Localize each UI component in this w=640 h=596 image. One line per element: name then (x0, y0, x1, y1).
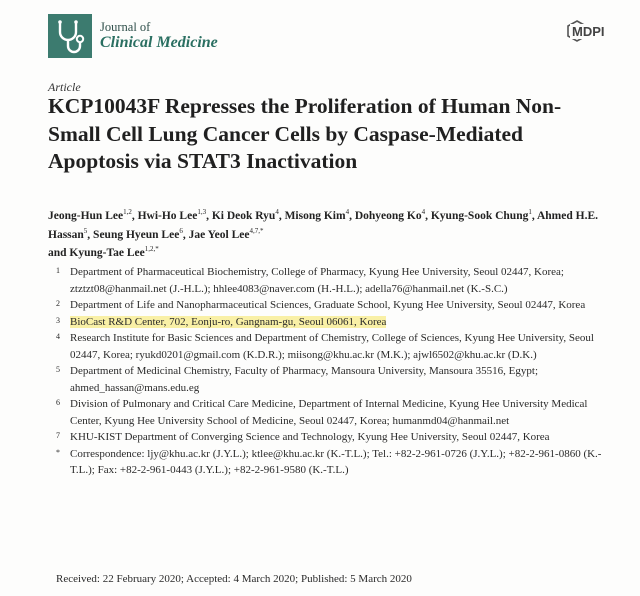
author-separator: , (425, 209, 428, 222)
affiliation-item (56, 396, 616, 429)
publisher-logo (566, 20, 607, 42)
affiliation-item (56, 297, 616, 314)
author-separator: , (206, 209, 209, 222)
author-name: Jeong-Hun Lee (48, 209, 124, 222)
affiliation-item (56, 264, 616, 297)
author-separator: , (349, 209, 352, 222)
affiliation-text: Department of Medicinal Chemistry, Faculty of Pharmacy, Mansoura University, Mansoura 35516, Egypt; ahmed_hassan@mans.edu.eg (70, 365, 539, 394)
affiliation-list (56, 264, 616, 479)
affiliation-number: 2 (56, 299, 60, 308)
affiliation-text: KHU-KIST Department of Converging Science and Technology, Kyung Hee University, Seoul 02447, Korea (70, 431, 550, 443)
publication-dates: Received: 22 February 2020; Accepted: 4 March 2020; Published: 5 March 2020 (56, 573, 412, 585)
stethoscope-icon (48, 14, 92, 58)
journal-name (100, 20, 218, 53)
author-affiliation-marker: 1,3 (197, 208, 207, 216)
affiliation-text: BioCast R&D Center, 702, Eonju-ro, Gangnam-gu, Seoul 06061, Korea (70, 315, 387, 328)
affiliation-item (56, 446, 616, 479)
author-affiliation-marker: 5 (83, 226, 88, 235)
author-name: Hwi-Ho Lee (137, 209, 198, 222)
author-name: Ahmed H.E. Hassan (48, 209, 598, 241)
author-name: Ki Deok Ryu (211, 209, 276, 222)
affiliation-item (56, 363, 616, 396)
author-affiliation-marker: 1,2,* (144, 245, 159, 254)
article-title: KCP10043F Represses the Proliferation of Human Non-Small Cell Lung Cancer Cells by Caspase-Mediated Apoptosis via STAT3 Inactivation (48, 94, 562, 174)
author-name: Kyung-Sook Chung (430, 209, 529, 222)
author-name: Seung Hyeun Lee (93, 228, 180, 241)
journal-name-big: Clinical Medicine (100, 34, 218, 52)
author-separator: , (531, 209, 535, 222)
affiliation-number: * (56, 447, 60, 457)
author-affiliation-marker: 1,2 (123, 208, 132, 216)
affiliation-text: Department of Life and Nanopharmaceutical Sciences, Graduate School, Kyung Hee University, Seoul 02447, Korea (70, 299, 586, 311)
author-name: Misong Kim (284, 209, 346, 222)
affiliation-item (56, 314, 616, 331)
affiliation-text: Division of Pulmonary and Critical Care Medicine, Department of Internal Medicine, Kyung Hee University Medical Center, Kyung Hee University School of Medicine, Seoul 02447, Korea; humanmd04@hanmail.net (70, 398, 588, 427)
author-affiliation-marker: 4 (421, 208, 426, 216)
affiliation-number: 7 (56, 431, 60, 440)
affiliation-number: 1 (56, 266, 60, 275)
author-affiliation-marker: 4 (345, 208, 350, 216)
author-name: and Kyung-Tae Lee (48, 247, 145, 260)
author-separator: , (87, 228, 91, 241)
author-separator: , (278, 209, 282, 222)
affiliation-number: 6 (56, 398, 60, 407)
author-affiliation-marker: 4,7,* (249, 226, 264, 235)
publisher-name: MDPI (572, 23, 605, 39)
author-separator: , (182, 228, 186, 241)
affiliation-number: 3 (56, 315, 60, 325)
author-list (48, 207, 608, 263)
affiliation-number: 5 (56, 365, 60, 374)
affiliation-item (56, 429, 616, 446)
affiliation-number: 4 (56, 332, 60, 341)
article-type: Article (48, 80, 81, 94)
affiliation-text: Correspondence: ljy@khu.ac.kr (J.Y.L.); ktlee@khu.ac.kr (K.-T.L.); Tel.: +82-2-961-0726 (J.Y.L.); +82-2-961-0860 (K.-T.L.); Fax: +82-2-961-0443 (J.Y.L.); +82-2-961-9580 (K.-T.L.) (70, 447, 602, 476)
author-name: Jae Yeol Lee (188, 228, 250, 241)
author-affiliation-marker: 4 (275, 208, 279, 216)
affiliation-text: Research Institute for Basic Sciences and Department of Chemistry, College of Sciences, Kyung Hee University, Seoul 02447, Korea; ryukd0201@gmail.com (K.D.R.); miisong@khu.ac.kr (M.K.); ajwl6502@khu.ac.kr (D.K.) (70, 332, 594, 361)
author-affiliation-marker: 6 (179, 226, 183, 235)
affiliation-item (56, 330, 616, 363)
author-affiliation-marker: 1 (528, 208, 532, 216)
author-name: Dohyeong Ko (354, 209, 422, 222)
author-separator: , (131, 209, 135, 222)
affiliation-text: Department of Pharmaceutical Biochemistry, College of Pharmacy, Kyung Hee University, Seoul 02447, Korea; ztztzt08@hanmail.net (J.-H.L.); hhlee4083@naver.com (H.-H.L.); adella76@hanmail.net (K.-S.C.) (70, 266, 564, 295)
journal-name-small: Journal of (100, 20, 151, 34)
